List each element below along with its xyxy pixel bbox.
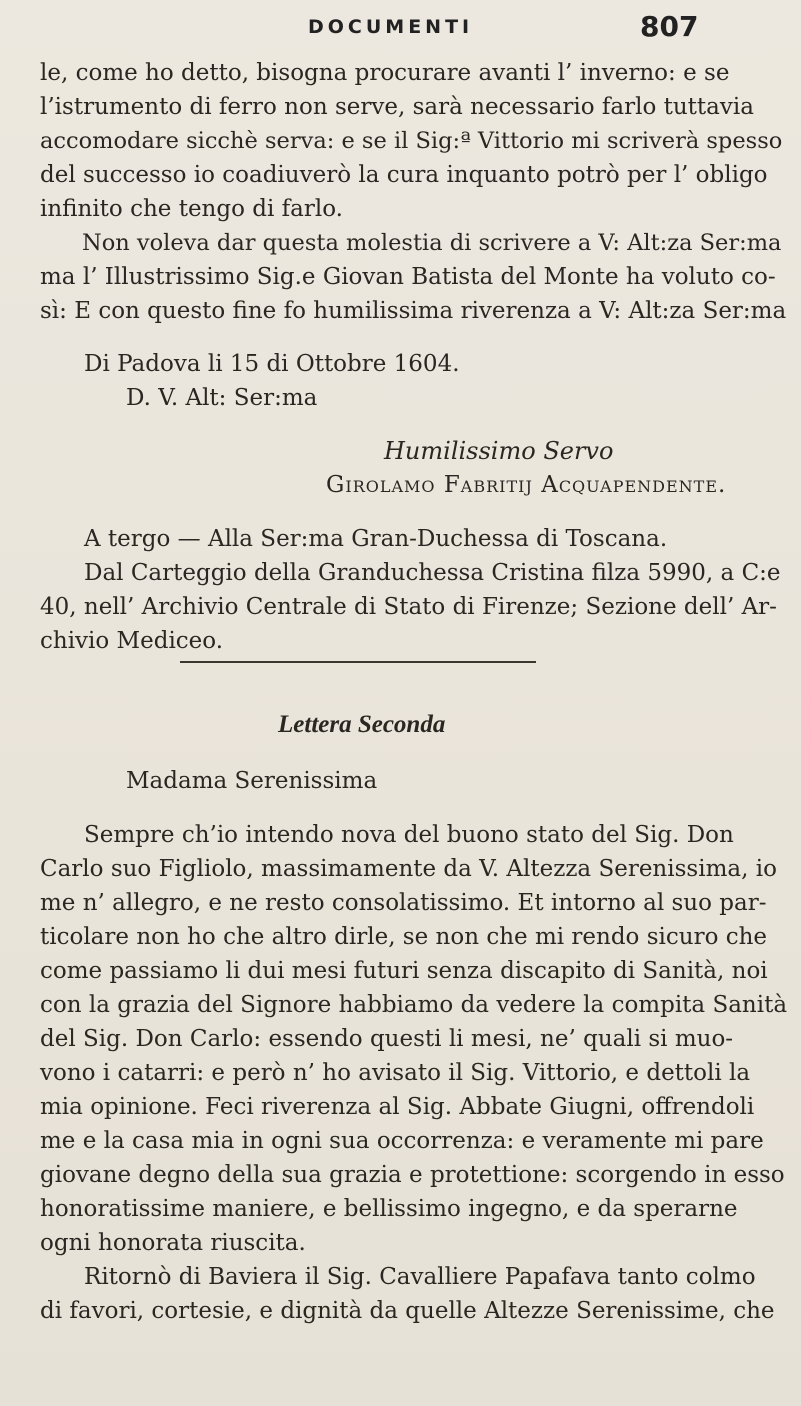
- page-header: [0, 10, 801, 42]
- text-line: Ritornò di Baviera il Sig. Cavalliere Papafava tanto colmo: [84, 1264, 756, 1290]
- running-title: DOCUMENTI: [308, 16, 474, 38]
- text-line: come passiamo li dui mesi futuri senza discapito di Sanità, noi: [40, 958, 768, 984]
- note-line: Dal Carteggio della Granduchessa Cristina filza 5990, a C:e: [84, 560, 781, 586]
- address-line: D. V. Alt: Ser:ma: [126, 385, 318, 411]
- page-number: 807: [640, 10, 699, 43]
- text-line: le, come ho detto, bisogna procurare avanti l’ inverno: e se: [40, 60, 730, 86]
- note-line: 40, nell’ Archivio Centrale di Stato di Firenze; Sezione dell’ Ar-: [40, 594, 777, 620]
- text-line: del successo io coadiuverò la cura inquanto potrò per l’ obligo: [40, 162, 768, 188]
- signature: Girolamo Fabritij Acquapendente.: [326, 472, 727, 498]
- text-line: accomodare sicchè serva: e se il Sig:ª Vittorio mi scriverà spesso: [40, 128, 783, 154]
- note-line: A tergo — Alla Ser:ma Gran-Duchessa di Toscana.: [84, 526, 668, 552]
- text-line: sì: E con questo fine fo humilissima riverenza a V: Alt:za Ser:ma: [40, 298, 787, 324]
- text-line: honoratissime maniere, e bellissimo ingegno, e da sperarne: [40, 1196, 738, 1222]
- text-line: me e la casa mia in ogni sua occorrenza: e veramente mi pare: [40, 1128, 764, 1154]
- closing: Humilissimo Servo: [384, 437, 614, 465]
- text-line: ticolare non ho che altro dirle, se non che mi rendo sicuro che: [40, 924, 768, 950]
- text-line: con la grazia del Signore habbiamo da vedere la compita Sanità: [40, 992, 788, 1018]
- text-line: del Sig. Don Carlo: essendo questi li mesi, ne’ quali si muo-: [40, 1026, 734, 1052]
- text-line: Carlo suo Figliolo, massimamente da V. Altezza Serenissima, io: [40, 856, 777, 882]
- section-divider: [180, 661, 536, 663]
- note-line: chivio Mediceo.: [40, 628, 224, 654]
- text-line: vono i catarri: e però n’ ho avisato il Sig. Vittorio, e dettoli la: [40, 1060, 751, 1086]
- date-line: Di Padova li 15 di Ottobre 1604.: [84, 351, 460, 377]
- text-line: mia opinione. Feci riverenza al Sig. Abbate Giugni, offrendoli: [40, 1094, 755, 1120]
- text-line: giovane degno della sua grazia e protettione: scorgendo in esso: [40, 1162, 785, 1188]
- text-line: Non voleva dar questa molestia di scrivere a V: Alt:za Ser:ma: [82, 230, 782, 256]
- text-line: l’istrumento di ferro non serve, sarà necessario farlo tuttavia: [40, 94, 754, 120]
- text-line: Sempre ch’io intendo nova del buono stato del Sig. Don: [84, 822, 734, 848]
- text-line: infinito che tengo di farlo.: [40, 196, 343, 222]
- text-line: di favori, cortesie, e dignità da quelle Altezze Serenissime, che: [40, 1298, 775, 1324]
- letter-heading: Lettera Seconda: [278, 711, 446, 738]
- text-line: ma l’ Illustrissimo Sig.e Giovan Batista del Monte ha voluto co-: [40, 264, 776, 290]
- text-line: ogni honorata riuscita.: [40, 1230, 306, 1256]
- salutation: Madama Serenissima: [126, 768, 378, 794]
- text-line: me n’ allegro, e ne resto consolatissimo. Et intorno al suo par-: [40, 890, 767, 916]
